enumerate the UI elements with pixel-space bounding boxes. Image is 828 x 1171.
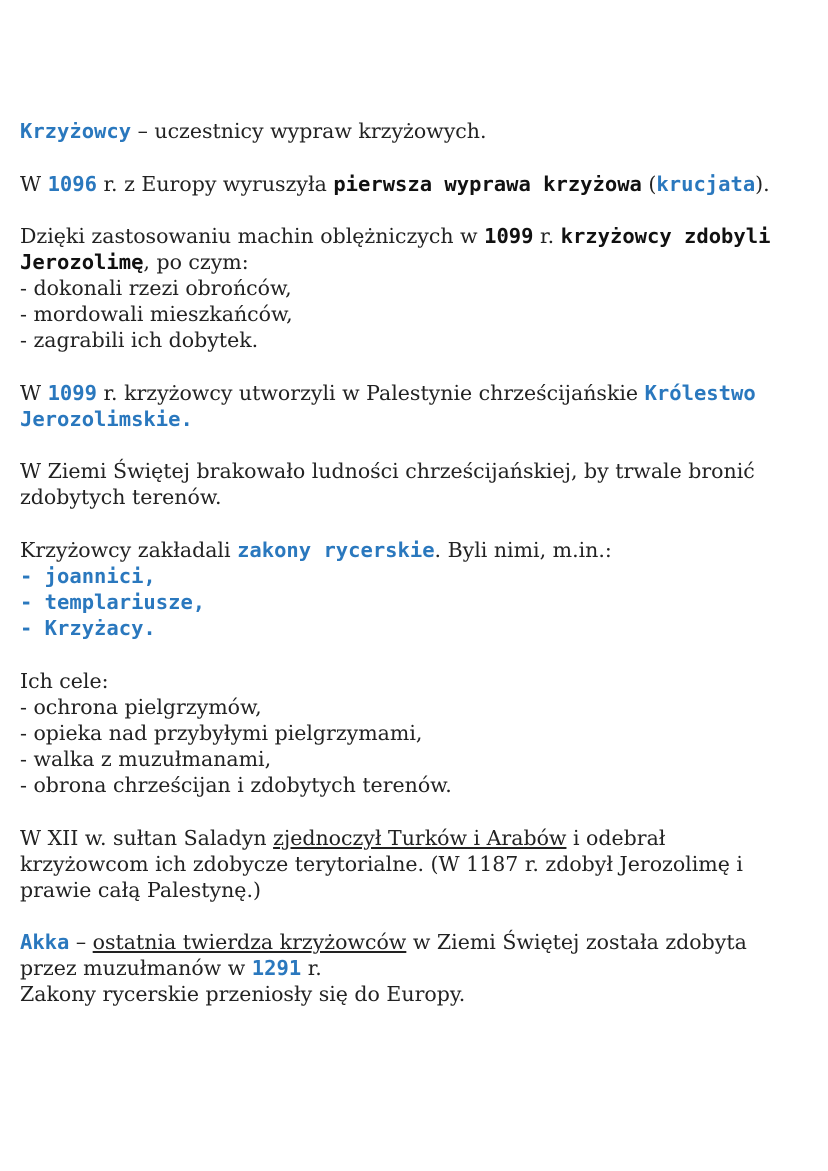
text: ). (755, 172, 770, 196)
text-line (20, 406, 816, 432)
paragraph-first-crusade (20, 171, 816, 197)
list-item: - mordowali mieszkańców, (20, 302, 293, 326)
list-item: - zagrabili ich dobytek. (20, 328, 259, 352)
list-item: - obrona chrześcijan i zdobytych terenów. (20, 773, 452, 797)
text: W XII w. sułtan Saladyn (20, 826, 274, 850)
list-heading: Ich cele: (20, 669, 109, 693)
text: r. (301, 956, 322, 980)
text: r. krzyżowcy utworzyli w Palestynie chrześcijańskie (96, 381, 645, 405)
text: W (20, 172, 48, 196)
paragraph-saladin (20, 825, 816, 903)
text: w Ziemi Świętej została zdobyta (406, 930, 747, 954)
text-line (20, 537, 816, 563)
text-line (20, 223, 816, 249)
paragraph-acre (20, 929, 816, 1007)
underlined-united: zjednoczył Turków i Arabów (273, 826, 567, 850)
text-line (20, 955, 816, 981)
list-item: - walka z muzułmanami, (20, 747, 272, 771)
text-line (20, 929, 816, 955)
paragraph-jerusalem-capture (20, 223, 816, 353)
text-line: krzyżowcom ich zdobycze terytorialne. (W 1187 r. zdobył Jerozolimę i (20, 852, 743, 876)
text: W (20, 381, 48, 405)
year-1291: 1291 (251, 956, 302, 980)
text: – uczestnicy wypraw krzyżowych. (131, 119, 487, 143)
text: r. (533, 224, 561, 248)
text-line (20, 825, 816, 851)
paragraph-crusaders-definition (20, 118, 816, 144)
text: ( (641, 172, 657, 196)
bold-crusaders-captured: krzyżowcy zdobyli (560, 224, 771, 248)
text: przez muzułmanów w (20, 956, 252, 980)
text-line (20, 118, 816, 144)
paragraph-lack-of-christians (20, 458, 816, 510)
year-1099: 1099 (484, 224, 534, 248)
text: – (69, 930, 93, 954)
term-krolestwo: Królestwo (644, 381, 756, 405)
year-1096: 1096 (47, 172, 97, 196)
text-line (20, 249, 816, 275)
term-jerozolimskie: Jerozolimskie. (20, 407, 193, 431)
list-item-order: - Krzyżacy. (20, 616, 156, 640)
text-line: prawie całą Palestynę.) (20, 878, 261, 902)
text: r. z Europy wyruszyła (96, 172, 334, 196)
list-item: - opieka nad przybyłymi pielgrzymami, (20, 721, 423, 745)
bold-first-crusade: pierwsza wyprawa krzyżowa (333, 172, 642, 196)
paragraph-knightly-orders (20, 537, 816, 641)
text: i odebrał (566, 826, 666, 850)
paragraph-kingdom-of-jerusalem (20, 380, 816, 432)
text: . Byli nimi, m.in.: (434, 538, 612, 562)
text-line: Zakony rycerskie przeniosły się do Europy. (20, 982, 466, 1006)
text-line: W Ziemi Świętej brakowało ludności chrześcijańskiej, by trwale bronić (20, 459, 755, 483)
text: , po czym: (143, 250, 249, 274)
list-item: - ochrona pielgrzymów, (20, 695, 262, 719)
bold-jerusalem: Jerozolimę (20, 250, 144, 274)
list-item-order: - templariusze, (20, 590, 206, 614)
text-line (20, 380, 816, 406)
text-line (20, 171, 816, 197)
year-1099: 1099 (47, 381, 97, 405)
list-item: - dokonali rzezi obrońców, (20, 276, 292, 300)
underlined-last-fortress: ostatnia twierdza krzyżowców (92, 930, 407, 954)
term-zakony-rycerskie: zakony rycerskie (237, 538, 435, 562)
list-item-order: - joannici, (20, 564, 156, 588)
paragraph-goals (20, 668, 816, 798)
text: Krzyżowcy zakładali (20, 538, 238, 562)
text-line: zdobytych terenów. (20, 485, 222, 509)
term-krzyzowcy: Krzyżowcy (20, 119, 132, 143)
term-akka: Akka (20, 930, 70, 954)
term-krucjata: krucjata (656, 172, 756, 196)
text: Dzięki zastosowaniu machin oblężniczych w (20, 224, 485, 248)
